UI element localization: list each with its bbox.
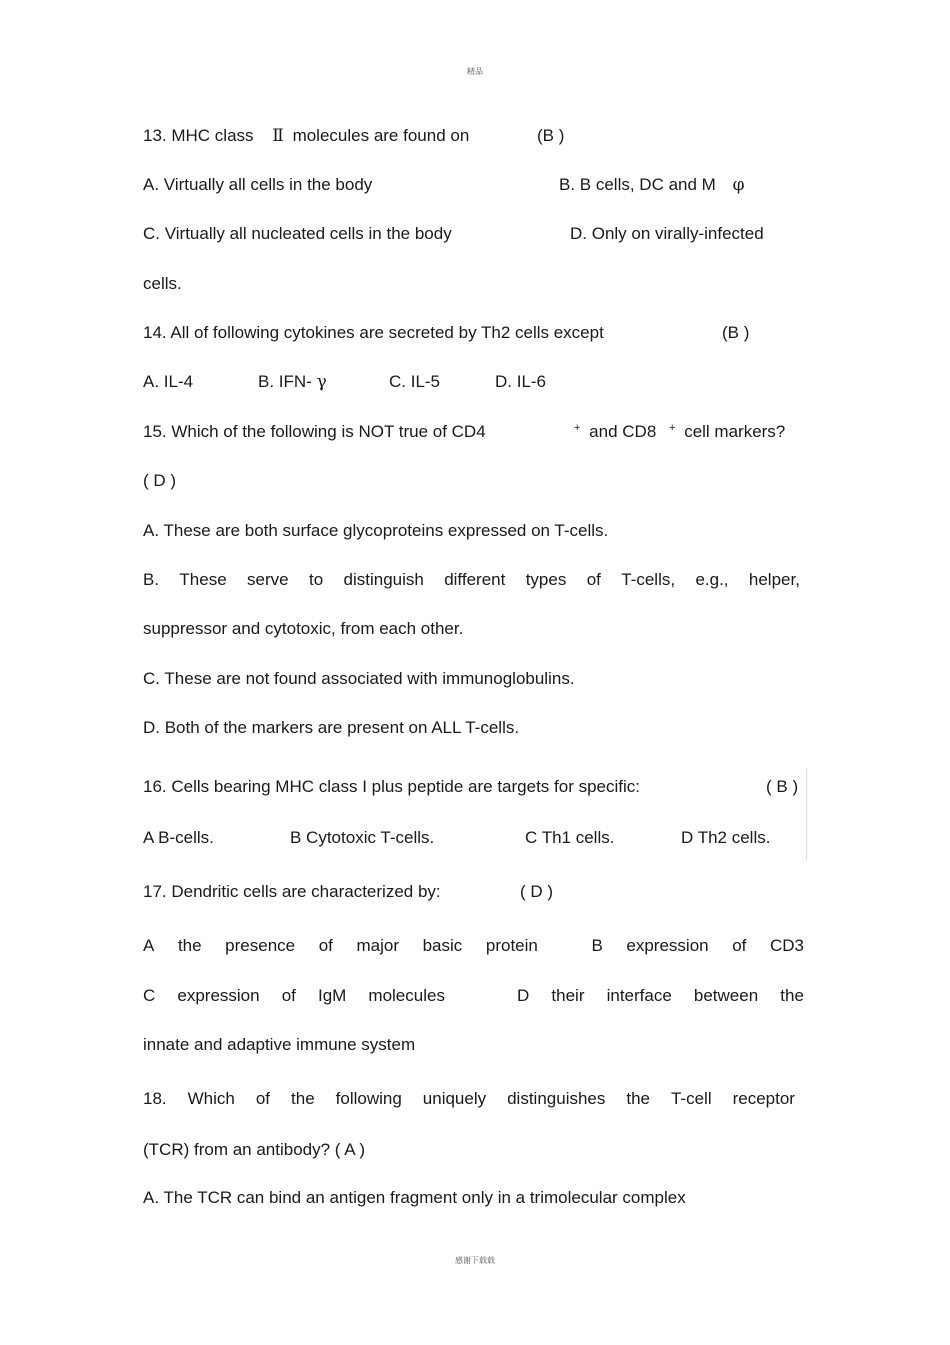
q17-answer: ( D ) bbox=[520, 882, 554, 901]
q14-answer: (B ) bbox=[722, 323, 750, 342]
page-header: 精品 bbox=[467, 67, 483, 76]
q16-option-b: B Cytotoxic T-cells. bbox=[290, 828, 435, 847]
word: different bbox=[444, 570, 506, 589]
q18-stem-cont: (TCR) from an antibody? ( A ) bbox=[143, 1140, 366, 1159]
word: of bbox=[281, 986, 296, 1005]
q13-stem-rest: molecules are found on bbox=[292, 126, 470, 145]
question-17-stem: 17. Dendritic cells are characterized by: bbox=[143, 882, 441, 901]
gamma-symbol: γ bbox=[316, 372, 327, 392]
word: IgM bbox=[317, 986, 347, 1005]
word: serve bbox=[247, 570, 289, 589]
q13-option-c: C. Virtually all nucleated cells in the body bbox=[143, 224, 452, 243]
word: CD3 bbox=[769, 936, 804, 955]
word: of bbox=[732, 936, 747, 955]
word: 18. bbox=[143, 1089, 167, 1108]
word: the bbox=[780, 986, 804, 1005]
word: the bbox=[177, 936, 202, 955]
word: These bbox=[179, 570, 227, 589]
word: of bbox=[318, 936, 333, 955]
q16-option-d: D Th2 cells. bbox=[681, 828, 771, 847]
word: distinguishes bbox=[507, 1089, 606, 1108]
q15-stem-tail bbox=[574, 421, 785, 445]
question-14-stem: 14. All of following cytokines are secreted by Th2 cells except bbox=[143, 323, 604, 342]
word: of bbox=[586, 570, 601, 589]
word: e.g., bbox=[695, 570, 729, 589]
q15-end-text: cell markers? bbox=[684, 422, 786, 441]
q14-option-c: C. IL-5 bbox=[389, 372, 441, 391]
q15-answer: ( D ) bbox=[143, 471, 177, 490]
q17-option-d-cont: innate and adaptive immune system bbox=[143, 1035, 416, 1054]
q13-option-a: A. Virtually all cells in the body bbox=[143, 175, 373, 194]
cd4-superscript: + bbox=[574, 422, 581, 434]
cd8-superscript: + bbox=[669, 422, 676, 434]
word: following bbox=[335, 1089, 402, 1108]
word: to bbox=[308, 570, 324, 589]
q15-option-d: D. Both of the markers are present on ALL T-cells. bbox=[143, 718, 520, 737]
word: types bbox=[525, 570, 567, 589]
roman-two-symbol: Ⅱ bbox=[272, 126, 284, 146]
question-16-stem: 16. Cells bearing MHC class I plus peptide are targets for specific: bbox=[143, 777, 641, 796]
word: between bbox=[693, 986, 759, 1005]
word: distinguish bbox=[343, 570, 424, 589]
q13-stem-text: 13. MHC class bbox=[143, 126, 254, 145]
q15-option-b-cont: suppressor and cytotoxic, from each other. bbox=[143, 619, 464, 638]
q13-option-d: D. Only on virally-infected bbox=[570, 224, 764, 243]
q13-option-b bbox=[559, 174, 744, 196]
word: presence bbox=[225, 936, 296, 955]
q17-options-cd bbox=[143, 985, 804, 1007]
question-13-stem bbox=[143, 125, 469, 147]
word: C bbox=[143, 986, 156, 1005]
q14-option-a: A. IL-4 bbox=[143, 372, 194, 391]
word: basic bbox=[422, 936, 463, 955]
q15-mid-text: and CD8 bbox=[589, 422, 657, 441]
page-footer: 感谢下载载 bbox=[455, 1256, 495, 1265]
word: A bbox=[143, 936, 155, 955]
q13-option-b-text: B. B cells, DC and M bbox=[559, 175, 716, 194]
box-edge-divider bbox=[806, 768, 807, 860]
q15-option-b bbox=[143, 569, 800, 591]
word: D bbox=[517, 986, 530, 1005]
q14-option-b bbox=[258, 371, 327, 393]
q18-option-a: A. The TCR can bind an antigen fragment only in a trimolecular complex bbox=[143, 1188, 686, 1207]
word: B bbox=[591, 936, 603, 955]
word: T-cells, bbox=[621, 570, 676, 589]
q16-option-a: A B-cells. bbox=[143, 828, 214, 847]
question-18-stem bbox=[143, 1088, 795, 1110]
word: the bbox=[291, 1089, 315, 1108]
word: the bbox=[626, 1089, 650, 1108]
q13-answer: (B ) bbox=[537, 126, 565, 145]
q14-option-d: D. IL-6 bbox=[495, 372, 547, 391]
word: protein bbox=[485, 936, 538, 955]
q15-option-c: C. These are not found associated with immunoglobulins. bbox=[143, 669, 575, 688]
word: receptor bbox=[732, 1089, 795, 1108]
word: of bbox=[255, 1089, 271, 1108]
word: helper, bbox=[748, 570, 800, 589]
q16-option-c: C Th1 cells. bbox=[525, 828, 615, 847]
q14-option-b-text: B. IFN- bbox=[258, 372, 312, 391]
word: expression bbox=[177, 986, 260, 1005]
q15-option-a: A. These are both surface glycoproteins expressed on T-cells. bbox=[143, 521, 609, 540]
word: interface bbox=[606, 986, 672, 1005]
word: expression bbox=[626, 936, 709, 955]
word: T-cell bbox=[670, 1089, 712, 1108]
word: B. bbox=[143, 570, 160, 589]
word: major bbox=[356, 936, 399, 955]
q13-option-d-cont: cells. bbox=[143, 274, 182, 293]
word: their bbox=[551, 986, 585, 1005]
q16-answer: ( B ) bbox=[766, 777, 799, 796]
word: uniquely bbox=[422, 1089, 487, 1108]
word: Which bbox=[187, 1089, 235, 1108]
question-15-stem: 15. Which of the following is NOT true of CD4 bbox=[143, 422, 486, 441]
word: molecules bbox=[368, 986, 445, 1005]
phi-symbol: φ bbox=[732, 175, 745, 195]
q17-options-ab bbox=[143, 935, 804, 957]
